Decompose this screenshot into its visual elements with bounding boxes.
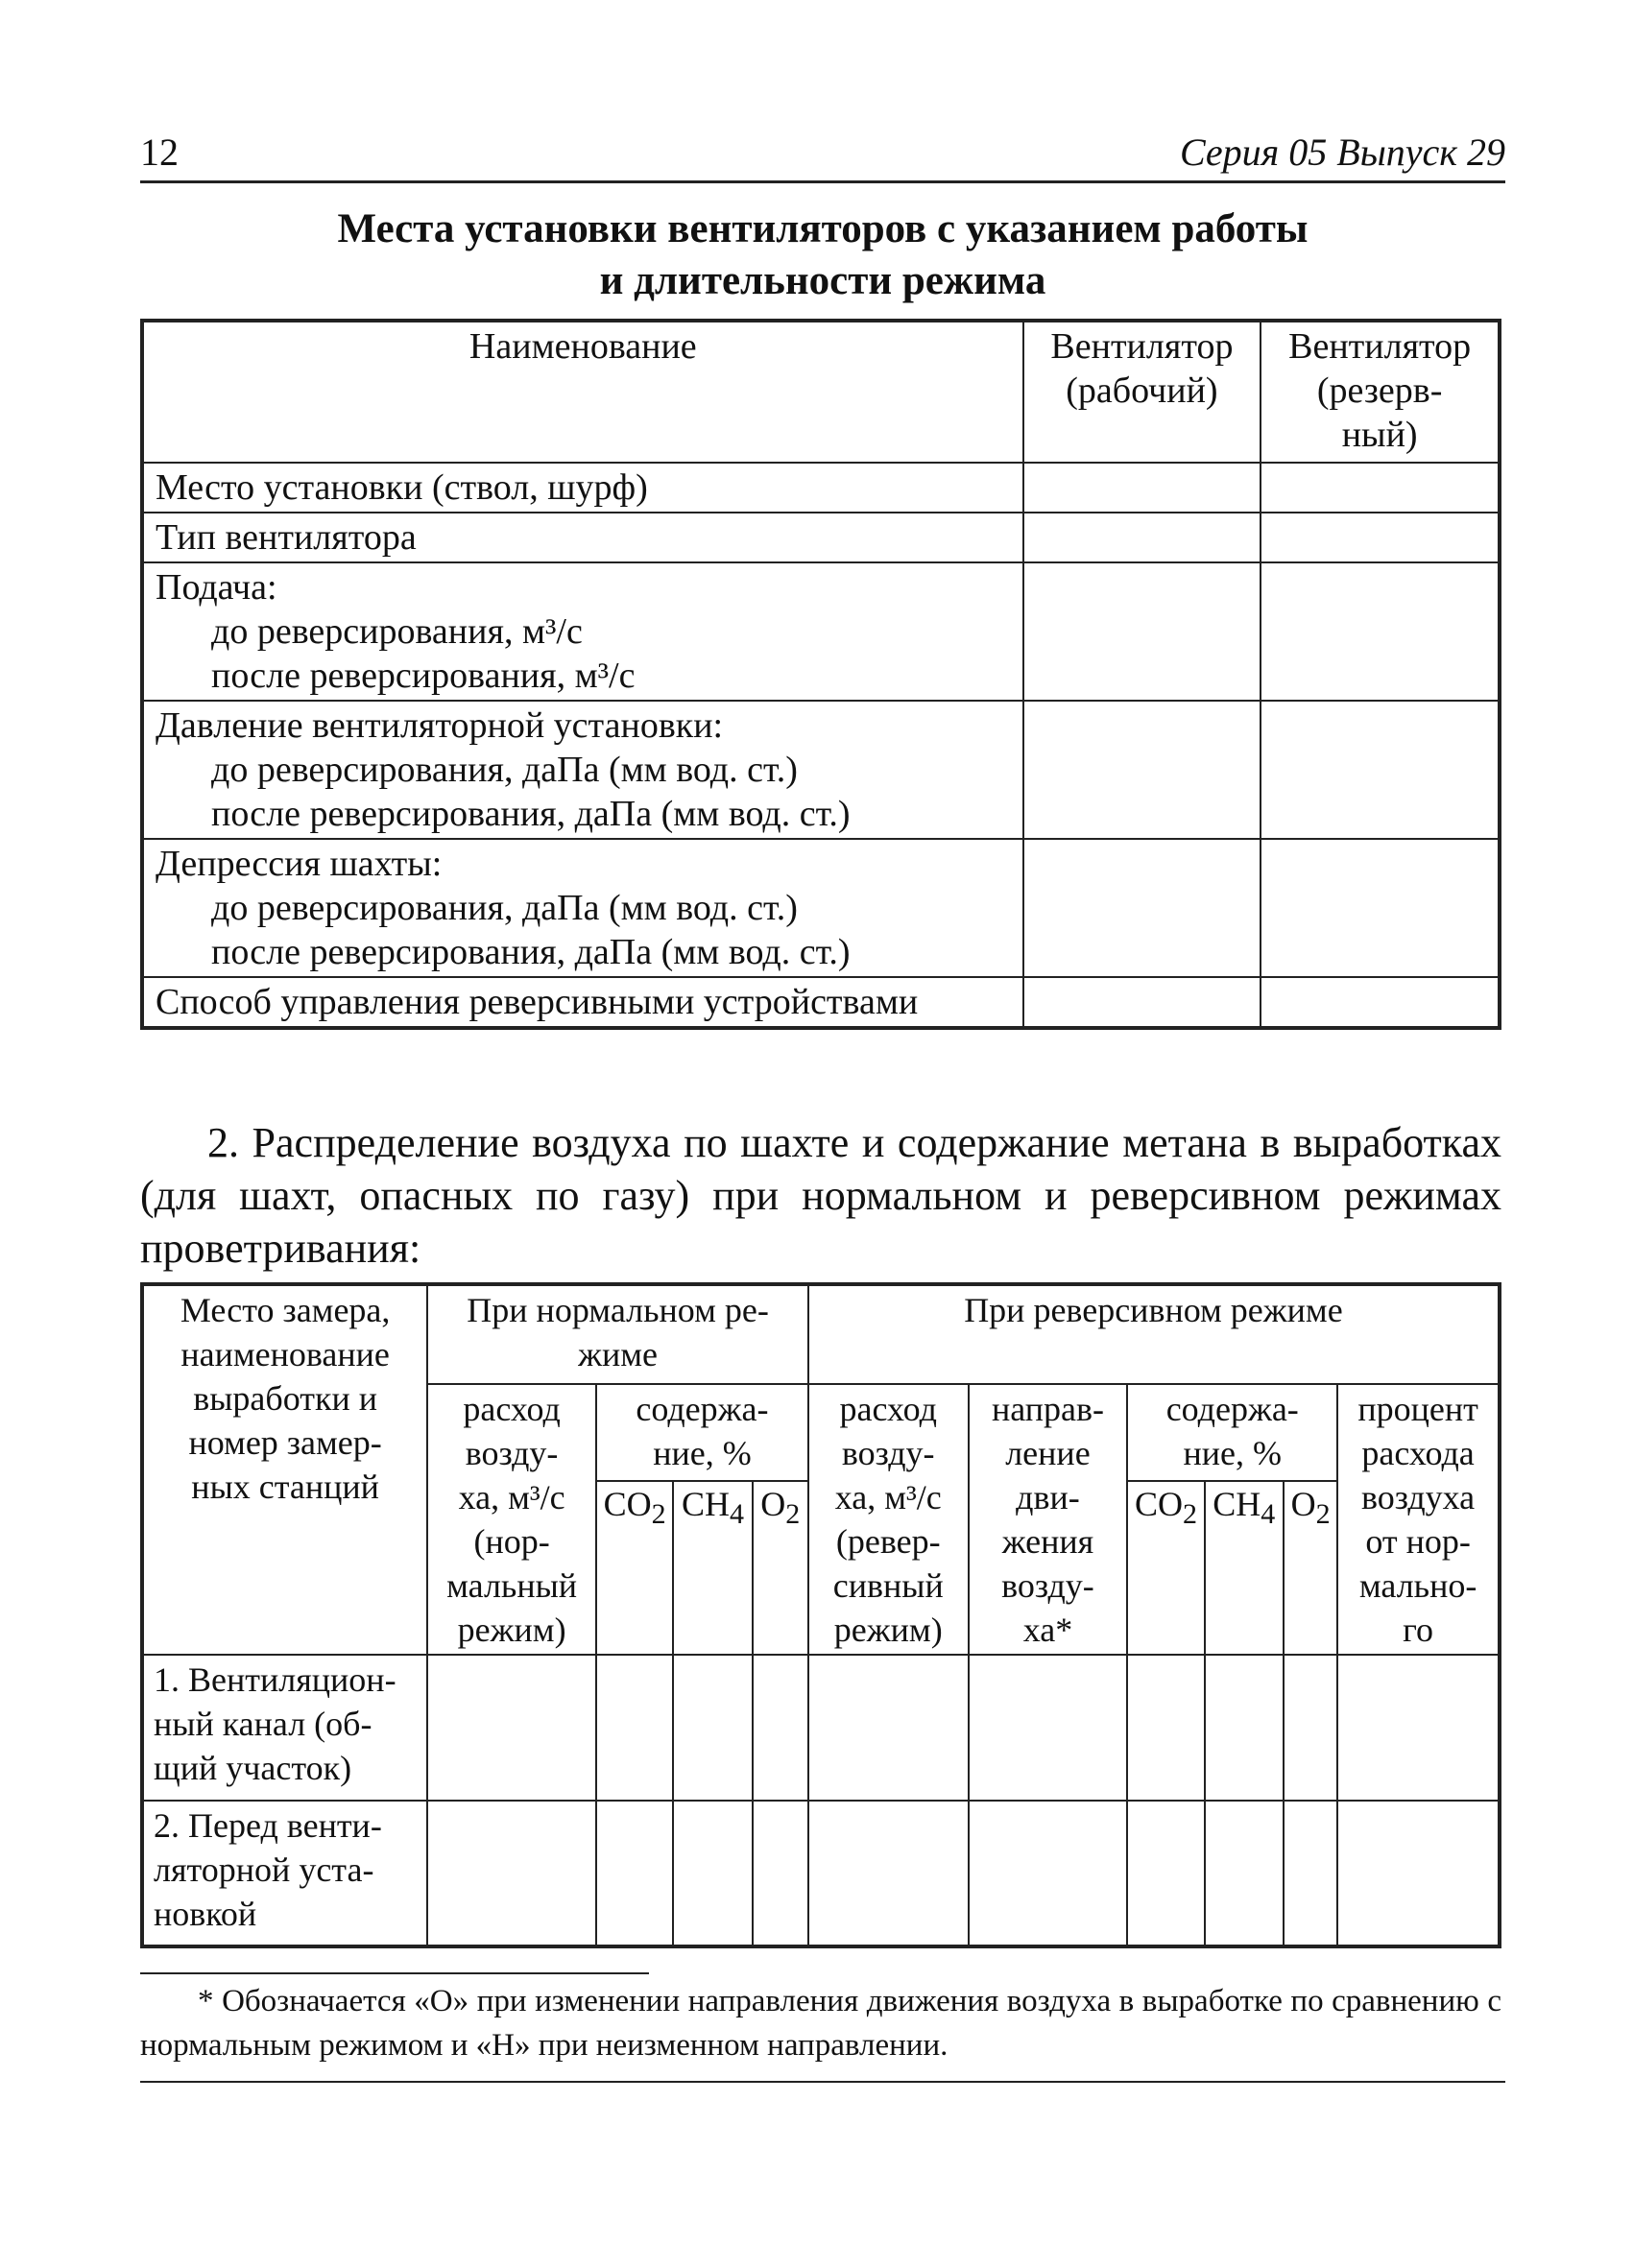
table1-title [140, 203, 1505, 307]
cell-empty [596, 1655, 673, 1801]
header-air-direction: направ- ление дви- жения возду- ха* [969, 1384, 1128, 1655]
cell-empty [1337, 1801, 1500, 1946]
header-o2-reverse: $O_2$ [1284, 1481, 1337, 1655]
cell-empty [808, 1801, 969, 1946]
row-control-method: Способ управления реверсивными устройствами [142, 977, 1023, 1028]
header-content-normal: содержа- ние, % [596, 1384, 808, 1481]
footnote: * Обозначается «О» при изменении направления движения воздуха в выработке по сравнению с нормальным режимом и «Н» при неизменном направлении. [140, 1984, 1501, 2063]
cell-empty [1127, 1655, 1204, 1801]
bottom-rule [140, 2081, 1505, 2083]
cell-empty [753, 1801, 808, 1946]
row-depression: Депрессия шахты: до реверсирования, даПа (мм вод. ст.) после реверсирования, даПа (мм вод. ст.) [142, 839, 1023, 977]
cell-empty [969, 1801, 1128, 1946]
table-row [142, 463, 1500, 513]
cell-empty [673, 1655, 752, 1801]
header-co2-normal: $CO_2$ [596, 1481, 673, 1655]
table-row [142, 1801, 1500, 1946]
header-fan-working: Вентилятор (рабочий) [1023, 321, 1261, 463]
cell-empty [1261, 701, 1500, 839]
table-row [142, 1655, 1500, 1801]
cell-empty [1023, 977, 1261, 1028]
header-name: Наименование [142, 321, 1023, 463]
cell-empty [673, 1801, 752, 1946]
row-before-fan: 2. Перед венти- ляторной уста- новкой [142, 1801, 427, 1946]
cell-empty [753, 1655, 808, 1801]
header-air-percent: процент расхода воздуха от нор- мально- го [1337, 1384, 1500, 1655]
table-row [142, 701, 1500, 839]
cell-empty [1261, 977, 1500, 1028]
cell-empty [1023, 839, 1261, 977]
cell-empty [1127, 1801, 1204, 1946]
cell-empty [1261, 463, 1500, 513]
cell-empty [1023, 513, 1261, 562]
cell-empty [1205, 1655, 1284, 1801]
cell-empty [1261, 839, 1500, 977]
title-line-2: и длительности режима [599, 258, 1046, 303]
cell-empty [1284, 1801, 1337, 1946]
table-row [142, 562, 1500, 701]
header-rule [140, 180, 1505, 183]
cell-empty [1261, 562, 1500, 701]
cell-empty [1023, 562, 1261, 701]
cell-empty [427, 1801, 596, 1946]
cell-empty [969, 1655, 1128, 1801]
table-header-row [142, 321, 1500, 463]
row-supply: Подача: до реверсирования, м³/с после реверсирования, м³/с [142, 562, 1023, 701]
cell-empty [1205, 1801, 1284, 1946]
section-2-paragraph: 2. Распределение воздуха по шахте и содержание метана в выработках (для шахт, опасных по газу) при нормальном и реверсивном режимах проветривания: [140, 1119, 1501, 1272]
header-ch4-normal: $CH_4$ [673, 1481, 752, 1655]
header-flow-normal: расход возду- ха, м³/с (нор- мальный режим) [427, 1384, 596, 1655]
row-pressure: Давление вентиляторной установки: до реверсирования, даПа (мм вод. ст.) после реверсирования, даПа (мм вод. ст.) [142, 701, 1023, 839]
header-flow-reverse: расход возду- ха, м³/с (ревер- сивный режим) [808, 1384, 969, 1655]
header-co2-reverse: $CO_2$ [1127, 1481, 1204, 1655]
table-header-row [142, 1284, 1500, 1384]
cell-empty [427, 1655, 596, 1801]
table-row [142, 513, 1500, 562]
header-measure-place: Место замера, наименование выработки и номер замер- ных станций [142, 1284, 427, 1655]
cell-empty [1284, 1655, 1337, 1801]
footnote-rule [140, 1972, 649, 1974]
table-row [142, 977, 1500, 1028]
cell-empty [808, 1655, 969, 1801]
header-normal-mode: При нормальном ре- жиме [427, 1284, 808, 1384]
cell-empty [596, 1801, 673, 1946]
header-o2-normal: $O_2$ [753, 1481, 808, 1655]
header-fan-reserve: Вентилятор (резерв- ный) [1261, 321, 1500, 463]
header-reverse-mode: При реверсивном режиме [808, 1284, 1500, 1384]
row-vent-channel: 1. Вентиляцион- ный канал (об- щий участок) [142, 1655, 427, 1801]
cell-empty [1023, 701, 1261, 839]
page-number: 12 [140, 131, 179, 174]
header-ch4-reverse: $CH_4$ [1205, 1481, 1284, 1655]
row-fan-type: Тип вентилятора [142, 513, 1023, 562]
cell-empty [1261, 513, 1500, 562]
table-row [142, 839, 1500, 977]
cell-empty [1337, 1655, 1500, 1801]
fans-table [140, 319, 1501, 1030]
series-issue: Серия 05 Выпуск 29 [1179, 131, 1505, 174]
cell-empty [1023, 463, 1261, 513]
header-content-reverse: содержа- ние, % [1127, 1384, 1337, 1481]
title-line-1: Места установки вентиляторов с указанием работы [337, 206, 1309, 251]
air-distribution-table [140, 1282, 1501, 1948]
row-install-place: Место установки (ствол, шурф) [142, 463, 1023, 513]
